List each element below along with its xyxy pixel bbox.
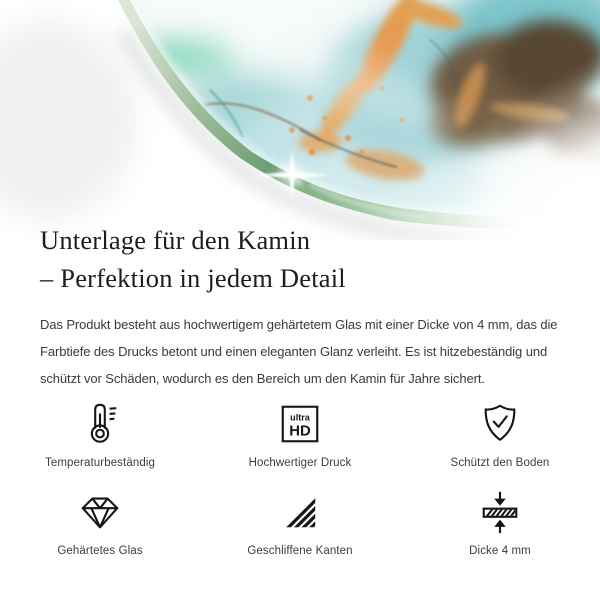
description-line: Farbtiefe des Drucks betont und einen eleganten Glanz verleiht. Es ist hitzebeständig und <box>40 344 548 359</box>
feature-label: Hochwertiger Druck <box>248 457 352 469</box>
thermometer-icon <box>77 399 123 449</box>
diamond-icon <box>77 487 123 537</box>
feature-grid <box>0 399 600 557</box>
svg-text:ultra: ultra <box>290 412 310 423</box>
feature-label: Geschliffene Kanten <box>247 545 353 557</box>
shield-check-icon <box>477 399 523 449</box>
ultra-hd-icon <box>277 399 323 449</box>
description-line: schützt vor Schäden, wodurch es den Bereich um den Kamin für Jahre sichert. <box>40 371 485 386</box>
thickness-icon <box>477 487 523 537</box>
page-title <box>40 221 592 297</box>
svg-text:HD: HD <box>289 423 311 440</box>
description-line: Das Produkt besteht aus hochwertigem gehärtetem Glas mit einer Dicke von 4 mm, das die <box>40 317 558 332</box>
title-line-2: – Perfektion in jedem Detail <box>40 263 346 293</box>
feature-polished-edges <box>200 487 400 557</box>
ambient-shade <box>0 20 138 220</box>
feature-high-quality-print <box>200 399 400 469</box>
feature-label: Temperaturbeständig <box>45 457 155 469</box>
feature-label: Dicke 4 mm <box>469 545 531 557</box>
feature-label: Gehärtetes Glas <box>57 545 143 557</box>
feature-temperature-resistant <box>0 399 200 469</box>
feature-tempered-glass <box>0 487 200 557</box>
product-description <box>40 311 592 392</box>
feature-label: Schützt den Boden <box>450 457 550 469</box>
product-image <box>0 0 600 240</box>
feature-protects-floor <box>400 399 600 469</box>
feature-thickness-4mm <box>400 487 600 557</box>
polished-edges-icon <box>277 487 323 537</box>
title-line-1: Unterlage für den Kamin <box>40 225 311 255</box>
product-description-section <box>40 221 592 392</box>
